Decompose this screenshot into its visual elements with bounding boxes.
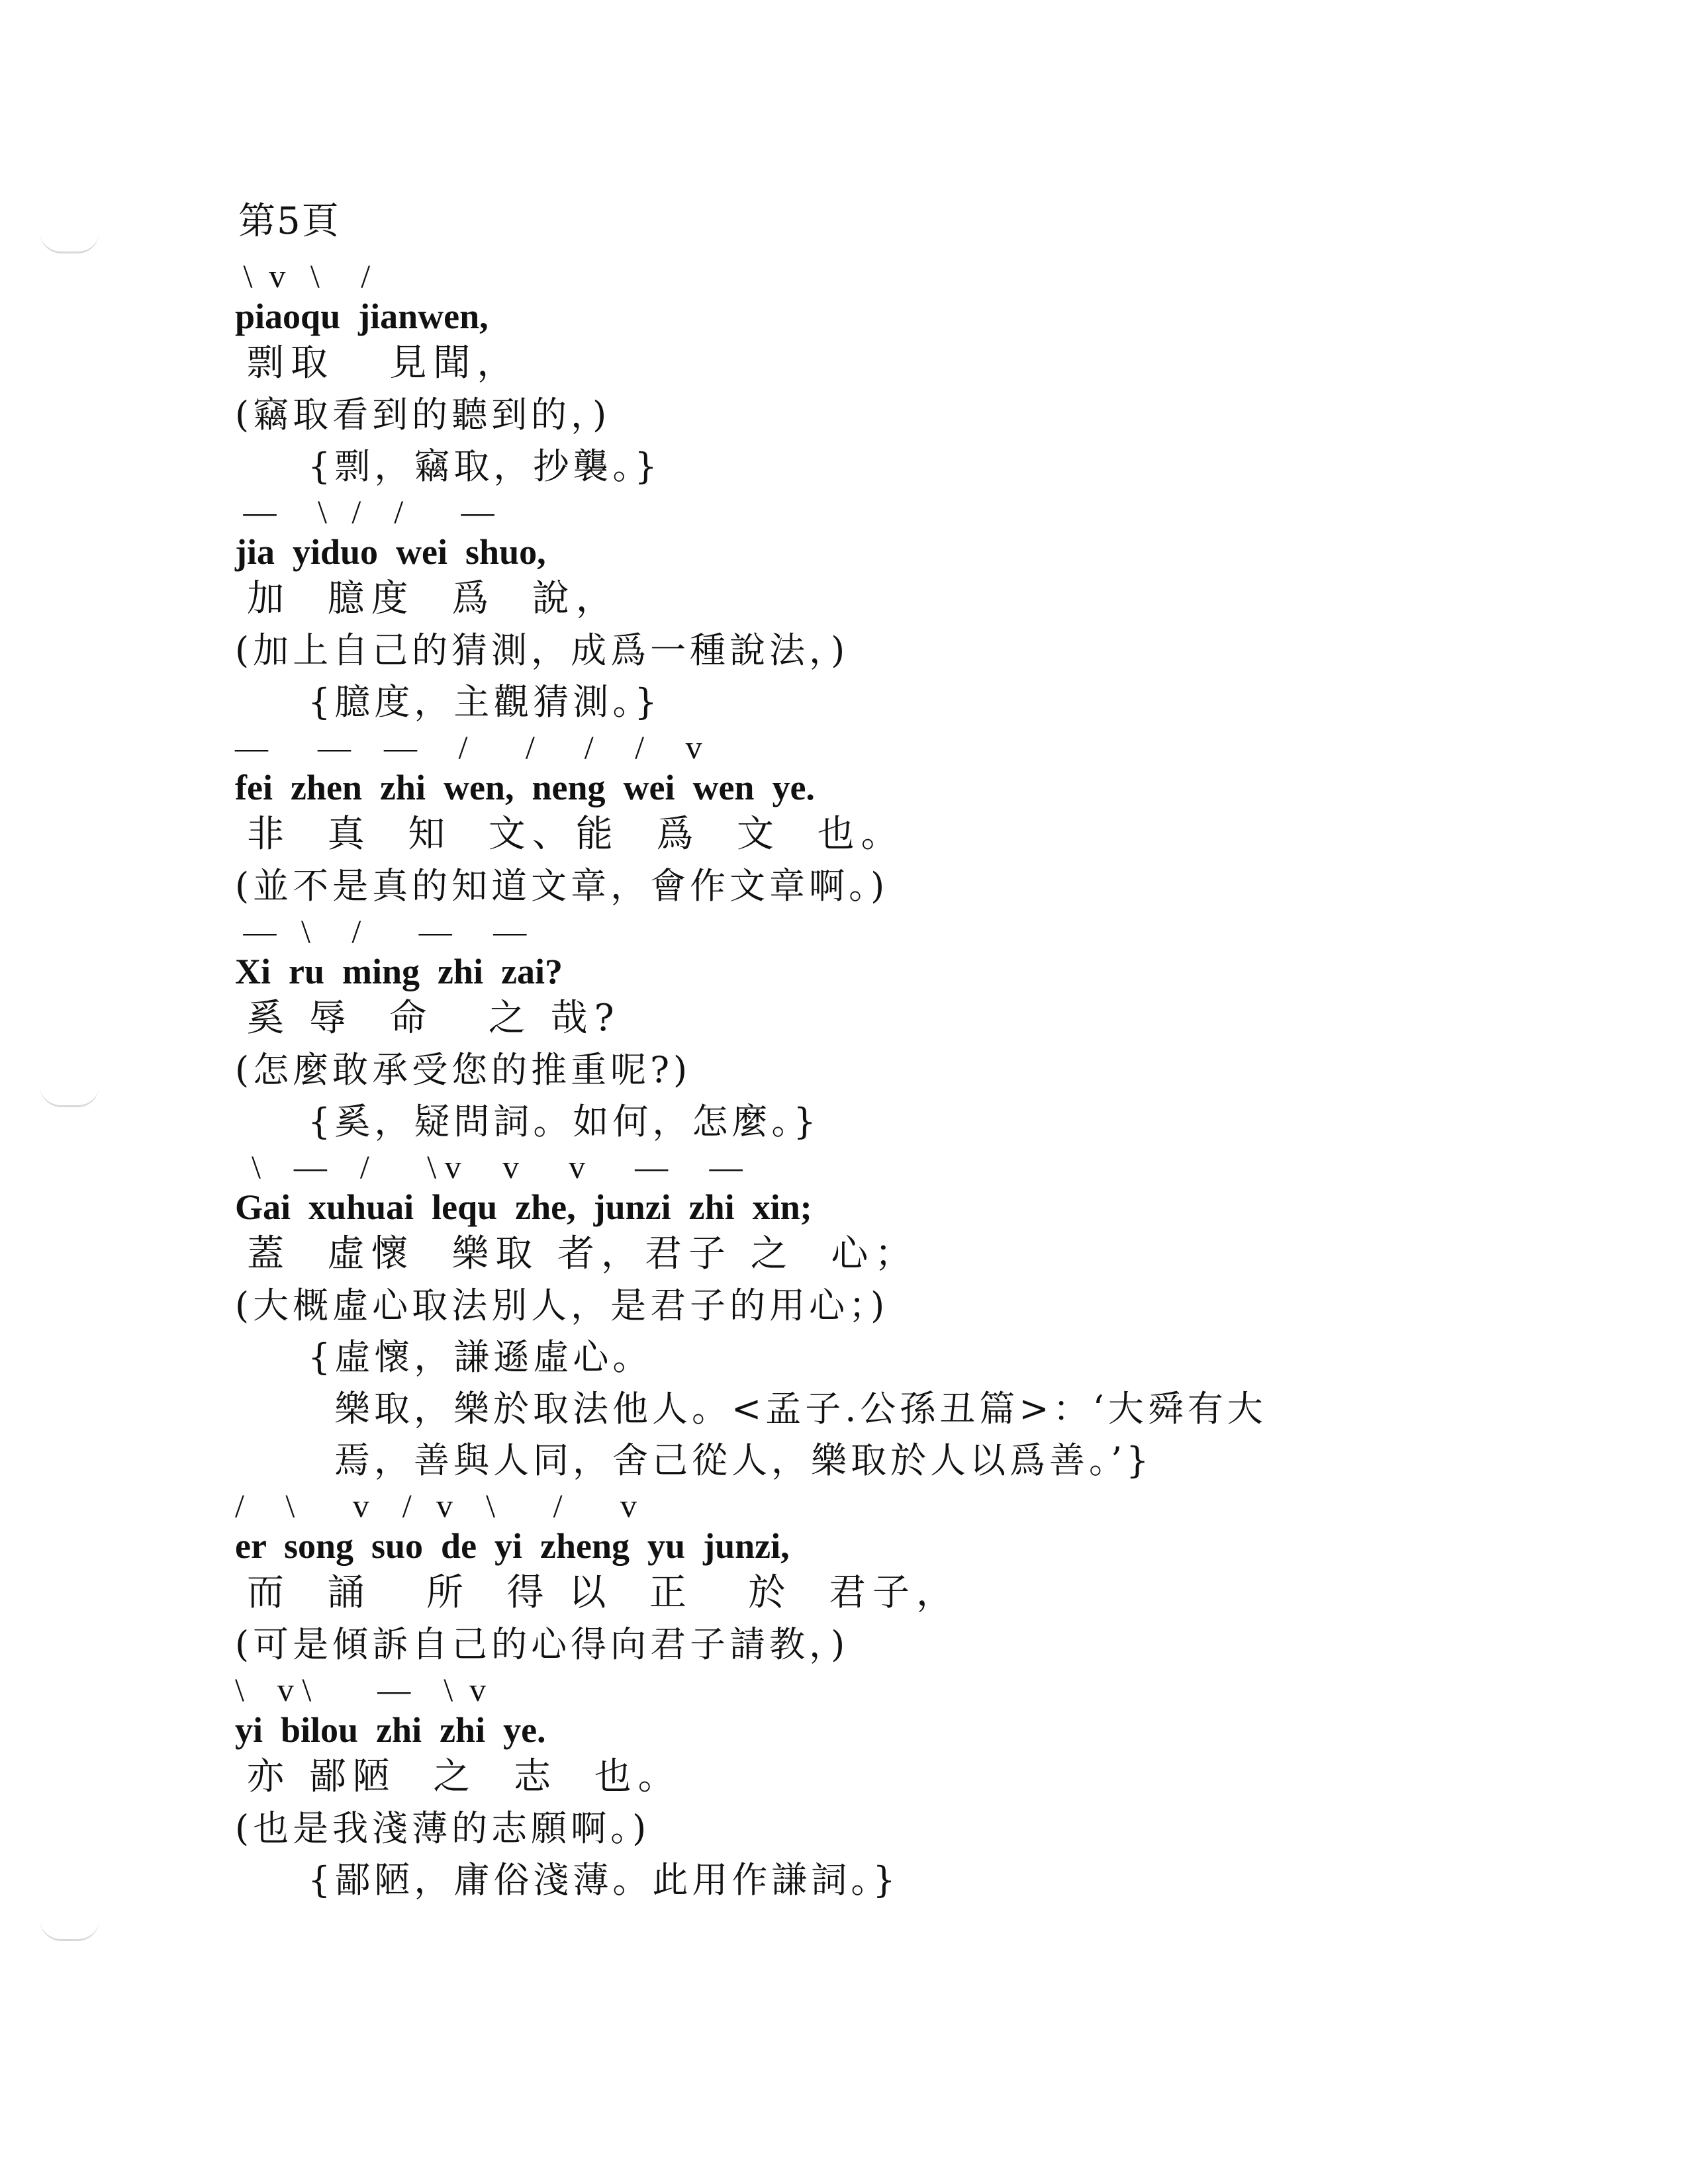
pinyin-line (235, 1487, 1493, 1567)
translation: (加上自己的猜測，成爲一種說法，) (235, 629, 849, 671)
annotation: 焉，善與人同，舍己從人，樂取於人以爲善。’} (334, 1439, 1153, 1481)
pinyin-line (235, 257, 1493, 338)
annotation: {臆度，主觀猜測。} (308, 681, 661, 723)
annotation: {奚，疑問詞。如何，怎麼。} (308, 1101, 820, 1142)
passage (235, 913, 1493, 1148)
translation: (竊取看到的聽到的，) (235, 394, 611, 435)
annotation: {鄙陋，庸俗淺薄。此用作謙詞。} (308, 1859, 900, 1901)
annotation: 樂取，樂於取法他人。<孟子.公孫丑篇>：‘大舜有大 (334, 1388, 1267, 1430)
passage (235, 1671, 1493, 1906)
classical-text: 奚 辱 命 之 哉? (247, 997, 621, 1040)
classical-text: 而 誦 所 得 以 正 於 君子， (247, 1571, 961, 1614)
passage (235, 1487, 1493, 1670)
translation: (並不是真的知道文章，會作文章啊。) (235, 865, 889, 907)
pinyin-text: er song suo de yi zheng yu junzi, (235, 1526, 790, 1566)
translation: (怎麼敢承受您的推重呢?) (235, 1049, 692, 1091)
classical-text: 蓋 虛懷 樂取 者，君子 之 心； (247, 1232, 919, 1275)
tone-marks: / \ v / v \ / v (235, 1487, 637, 1524)
translation: (大概虛心取法別人，是君子的用心；) (235, 1285, 889, 1326)
punch-hole-mark (40, 232, 99, 253)
passage (235, 729, 1493, 912)
punch-hole-mark (40, 1085, 99, 1107)
passage (235, 257, 1493, 492)
classical-text: 亦 鄙陋 之 志 也。 (247, 1755, 682, 1798)
passage-list (235, 257, 1493, 1944)
tone-marks: \ v \ — \ v (235, 1671, 487, 1708)
classical-text: 非 真 知 文、能 爲 文 也。 (247, 813, 905, 856)
pinyin-text: jia yiduo wei shuo, (235, 532, 546, 572)
pinyin-line (235, 1671, 1493, 1751)
pinyin-text: yi bilou zhi zhi ye. (235, 1710, 546, 1750)
pinyin-text: Xi ru ming zhi zai? (235, 952, 563, 991)
pinyin-line (235, 1148, 1493, 1228)
page-label: 第5頁 (238, 200, 340, 243)
translation: (可是傾訴自己的心得向君子請教，) (235, 1623, 849, 1665)
tone-marks: \ — / \ v v v — — (235, 1148, 743, 1185)
pinyin-line (235, 913, 1493, 993)
classical-text: 剽取 見聞， (247, 341, 521, 385)
passage (235, 1148, 1493, 1486)
pinyin-text: piaoqu jianwen, (235, 296, 489, 336)
punch-hole-mark (40, 1919, 99, 1941)
pinyin-line (235, 493, 1493, 573)
tone-marks: — — — / / / / v (235, 729, 702, 766)
pinyin-text: fei zhen zhi wen, neng wei wen ye. (235, 768, 815, 807)
tone-marks: — \ / / — (235, 493, 494, 530)
passage (235, 493, 1493, 728)
tone-marks: \ v \ / (235, 257, 371, 295)
annotation: {剽，竊取，抄襲。} (308, 445, 661, 487)
annotation: {虛懷，謙遜虛心。 (308, 1336, 653, 1378)
tone-marks: — \ / — — (235, 913, 527, 950)
classical-text: 加 臆度 爲 說， (247, 577, 620, 620)
translation: (也是我淺薄的志願啊。) (235, 1807, 651, 1849)
pinyin-line (235, 729, 1493, 809)
pinyin-text: Gai xuhuai lequ zhe, junzi zhi xin; (235, 1187, 812, 1227)
